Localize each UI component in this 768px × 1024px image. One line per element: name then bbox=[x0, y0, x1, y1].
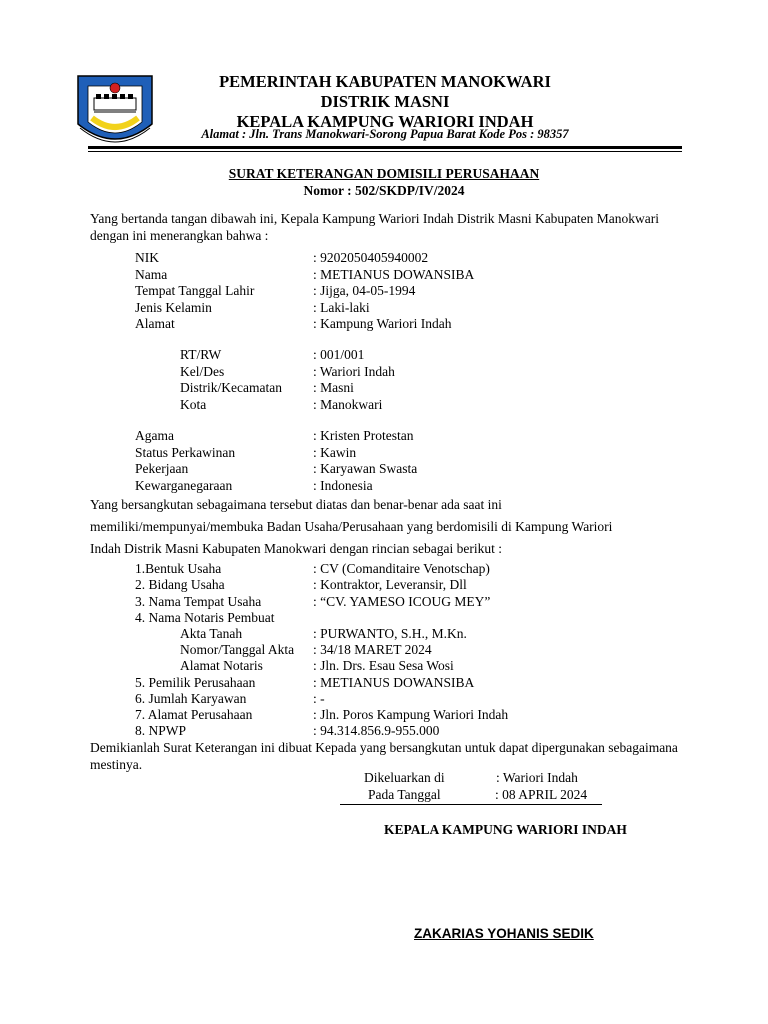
signature-position: KEPALA KAMPUNG WARIORI INDAH bbox=[384, 822, 627, 837]
issued-date-label: Pada Tanggal bbox=[368, 787, 441, 802]
field-value: : 94.314.856.9-955.000 bbox=[313, 723, 440, 738]
field-label: 3. Nama Tempat Usaha bbox=[135, 594, 262, 609]
field-value: : 001/001 bbox=[313, 347, 365, 362]
field-label: Alamat Notaris bbox=[180, 658, 263, 673]
field-label: Akta Tanah bbox=[180, 626, 243, 641]
field-label: Kel/Des bbox=[180, 364, 225, 379]
field-label: 5. Pemilik Perusahaan bbox=[135, 675, 256, 690]
field-label: Distrik/Kecamatan bbox=[180, 380, 282, 395]
field-label: Nama bbox=[135, 267, 168, 282]
field-value: : METIANUS DOWANSIBA bbox=[313, 267, 475, 282]
document-title: SURAT KETERANGAN DOMISILI PERUSAHAAN bbox=[228, 166, 540, 181]
field-label: Jenis Kelamin bbox=[135, 300, 212, 315]
field-label: Kewarganegaraan bbox=[135, 478, 233, 493]
document-number: Nomor : 502/SKDP/IV/2024 bbox=[303, 183, 465, 198]
issued-date-value: : 08 APRIL 2024 bbox=[495, 787, 588, 802]
field-value: : METIANUS DOWANSIBA bbox=[313, 675, 475, 690]
field-value: : PURWANTO, S.H., M.Kn. bbox=[313, 626, 467, 641]
field-value: : Indonesia bbox=[313, 478, 373, 493]
field-value: : Laki-laki bbox=[313, 300, 370, 315]
field-value: : “CV. YAMESO ICOUG MEY” bbox=[313, 594, 491, 609]
letterhead-district: DISTRIK MASNI bbox=[320, 92, 450, 111]
letterhead-rule-thick bbox=[88, 146, 682, 149]
field-value: : Kampung Wariori Indah bbox=[313, 316, 452, 331]
field-label: Pekerjaan bbox=[135, 461, 189, 476]
field-value: : Wariori Indah bbox=[313, 364, 395, 379]
field-label: Agama bbox=[135, 428, 174, 443]
field-label: Tempat Tanggal Lahir bbox=[135, 283, 255, 298]
field-value: : Jln. Drs. Esau Sesa Wosi bbox=[313, 658, 454, 673]
field-value: : Jln. Poros Kampung Wariori Indah bbox=[313, 707, 509, 722]
field-value: : 34/18 MARET 2024 bbox=[313, 642, 432, 657]
letterhead-address: Alamat : Jln. Trans Manokwari-Sorong Papua Barat Kode Pos : 98357 bbox=[201, 127, 569, 141]
letterhead-rule-thin bbox=[88, 151, 682, 152]
field-label: 6. Jumlah Karyawan bbox=[135, 691, 247, 706]
field-label: Kota bbox=[180, 397, 207, 412]
field-label: 7. Alamat Perusahaan bbox=[135, 707, 253, 722]
field-value: : - bbox=[313, 691, 325, 706]
field-label: 8. NPWP bbox=[135, 723, 187, 738]
statement-line-3: Indah Distrik Masni Kabupaten Manokwari dengan rincian sebagai berikut : bbox=[90, 541, 503, 556]
field-label: Nomor/Tanggal Akta bbox=[180, 642, 295, 657]
field-label: Status Perkawinan bbox=[135, 445, 236, 460]
issued-date-row bbox=[340, 787, 602, 805]
field-value: : CV (Comanditaire Venotschap) bbox=[313, 561, 490, 576]
closing-paragraph: Demikianlah Surat Keterangan ini dibuat Kepada yang bersangkutan untuk dapat dipergunakan sebagaimana mestinya. bbox=[90, 740, 678, 772]
field-value: : Kawin bbox=[313, 445, 357, 460]
field-value: : Karyawan Swasta bbox=[313, 461, 418, 476]
statement-line-2: memiliki/mempunyai/membuka Badan Usaha/Perusahaan yang berdomisili di Kampung Wariori bbox=[90, 519, 613, 534]
field-label: 1.Bentuk Usaha bbox=[135, 561, 222, 576]
signature-name: ZAKARIAS YOHANIS SEDIK bbox=[414, 926, 594, 941]
statement-line-1: Yang bersangkutan sebagaimana tersebut diatas dan benar-benar ada saat ini bbox=[90, 497, 502, 512]
letterhead bbox=[160, 72, 610, 132]
field-value: : Jijga, 04-05-1994 bbox=[313, 283, 416, 298]
letterhead-government: PEMERINTAH KABUPATEN MANOKWARI bbox=[219, 72, 551, 91]
field-value: : Masni bbox=[313, 380, 354, 395]
field-value: : 9202050405940002 bbox=[313, 250, 429, 265]
field-label: 2. Bidang Usaha bbox=[135, 577, 225, 592]
field-label: Alamat bbox=[135, 316, 175, 331]
letterhead-village-head: KEPALA KAMPUNG WARIORI INDAH bbox=[236, 112, 534, 131]
intro-paragraph: Yang bertanda tangan dibawah ini, Kepala Kampung Wariori Indah Distrik Masni Kabupaten Manokwari dengan ini menerangkan bahwa : bbox=[90, 211, 660, 243]
field-label: 4. Nama Notaris Pembuat bbox=[135, 610, 275, 625]
field-value: : Kontraktor, Leveransir, Dll bbox=[313, 577, 467, 592]
issued-place-value: : Wariori Indah bbox=[496, 770, 578, 785]
field-label: NIK bbox=[135, 250, 159, 265]
field-value: : Manokwari bbox=[313, 397, 383, 412]
field-label: RT/RW bbox=[180, 347, 222, 362]
field-value: : Kristen Protestan bbox=[313, 428, 414, 443]
issued-place-label: Dikeluarkan di bbox=[364, 770, 445, 785]
